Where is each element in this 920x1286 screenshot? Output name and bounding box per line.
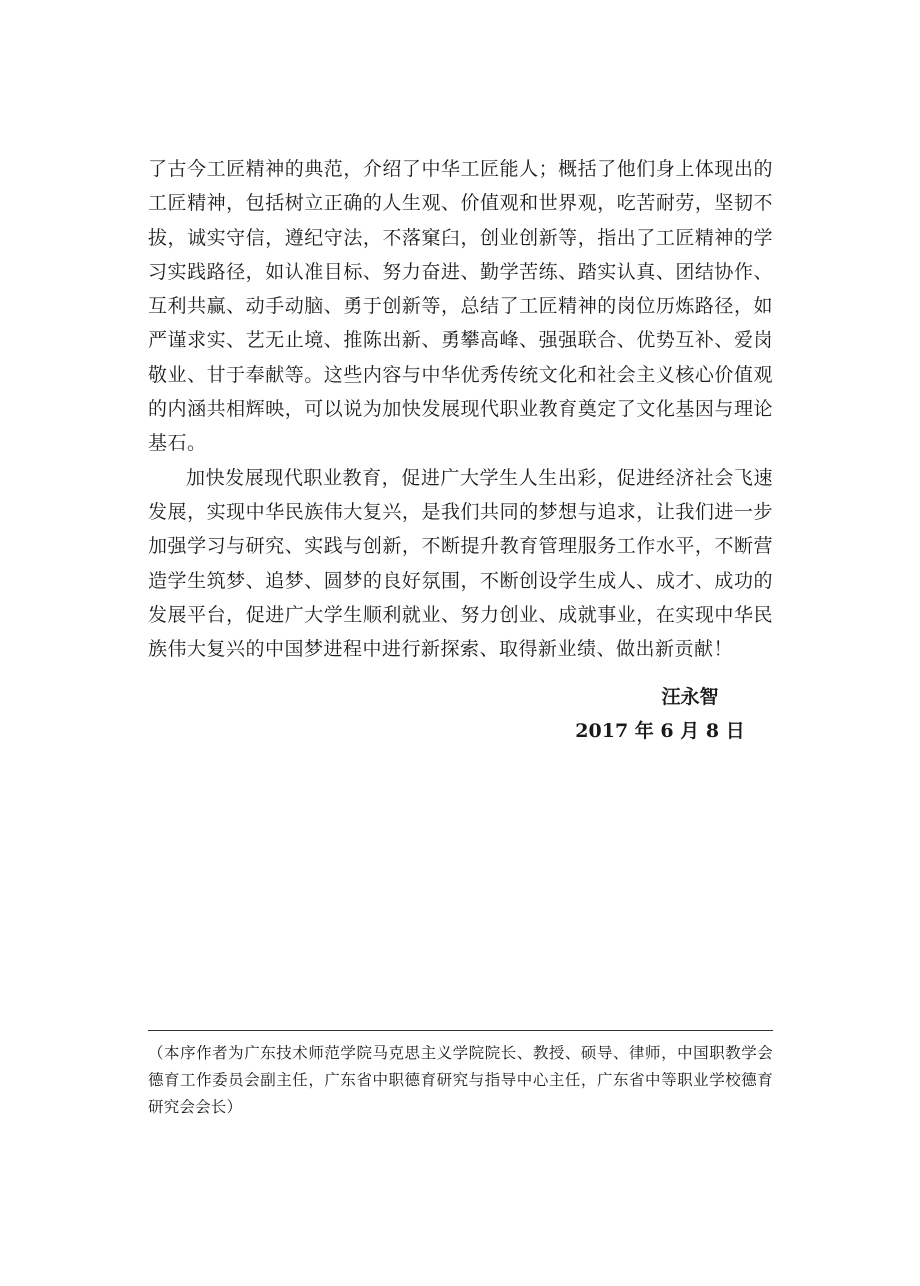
signature-block <box>560 680 760 748</box>
signature-author: 汪永智 <box>661 686 719 708</box>
body-text <box>148 152 773 666</box>
paragraph-closing: 加快发展现代职业教育，促进广大学生人生出彩，促进经济社会飞速发展，实现中华民族伟大复兴，是我们共同的梦想与追求，让我们进一步加强学习与研究、实践与创新，不断提升教育管理服务工作水平，不断营造学生筑梦、追梦、圆梦的良好氛围，不断创设学生成人、成才、成功的发展平台，促进广大学生顺利就业、努力创业、成就事业，在实现中华民族伟大复兴的中国梦进程中进行新探索、取得新业绩、做出新贡献！ <box>148 466 773 661</box>
signature-date: 2017 年 6 月 8 日 <box>575 720 745 742</box>
footnote-divider <box>148 1030 773 1031</box>
footnote-text: （本序作者为广东技术师范学院马克思主义学院院长、教授、硕导、律师，中国职教学会德育工作委员会副主任，广东省中职德育研究与指导中心主任，广东省中等职业学校德育研究会会长） <box>148 1044 773 1116</box>
paragraph-continuation: 了古今工匠精神的典范，介绍了中华工匠能人；概括了他们身上体现出的工匠精神，包括树立正确的人生观、价值观和世界观，吃苦耐劳，坚韧不拔，诚实守信，遵纪守法，不落窠臼，创业创新等，指出了工匠精神的学习实践路径，如认准目标、努力奋进、勤学苦练、踏实认真、团结协作、互利共赢、动手动脑、勇于创新等，总结了工匠精神的岗位历炼路径，如严谨求实、艺无止境、推陈出新、勇攀高峰、强强联合、优势互补、爱岗敬业、甘于奉献等。这些内容与中华优秀传统文化和社会主义核心价值观的内涵共相辉映，可以说为加快发展现代职业教育奠定了文化基因与理论基石。 <box>148 158 773 455</box>
